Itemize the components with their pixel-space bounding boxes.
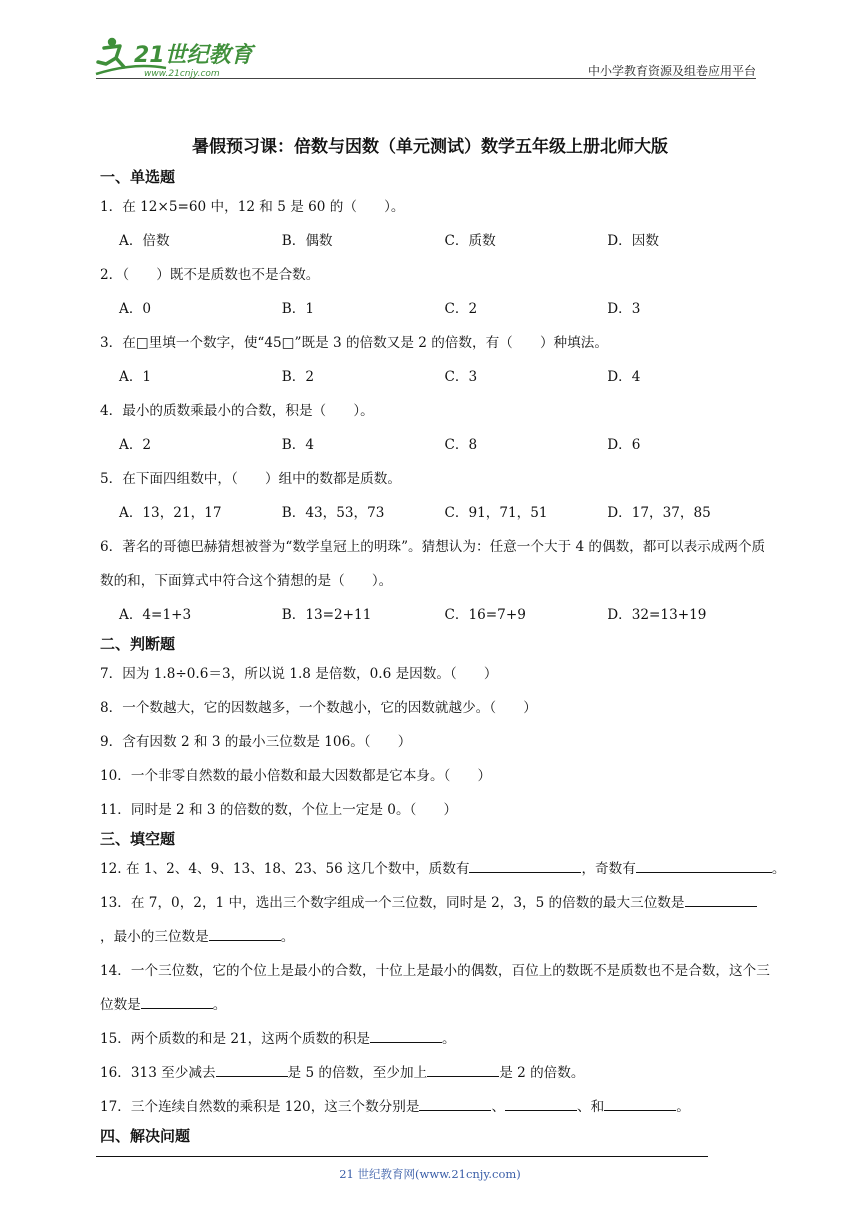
question-text: 12. 在 1、2、4、9、13、18、23、56 这几个数中，质数有 (100, 861, 470, 877)
section-heading: 三、填空题 (100, 830, 176, 848)
answer-blank[interactable] (141, 994, 213, 1009)
page-title: 暑假预习课：倍数与因数（单元测试）数学五年级上册北师大版 (192, 137, 668, 157)
section-heading: 二、判断题 (100, 635, 176, 653)
option-a: A．倍数 (119, 233, 170, 249)
question-13 (100, 886, 770, 954)
option-b: B．2 (281, 369, 314, 385)
option-d: D．17，37，85 (607, 505, 711, 521)
option-c: C．质数 (444, 233, 496, 249)
question-17 (100, 1090, 770, 1124)
question-12 (100, 852, 786, 886)
options-5 (100, 496, 770, 530)
question-text: 。 (280, 929, 295, 945)
option-b: B．偶数 (281, 233, 333, 249)
option-c: C．91，71，51 (444, 505, 548, 521)
question-text: 、 (491, 1099, 506, 1115)
answer-blank[interactable] (469, 858, 581, 873)
question-text: 。 (771, 861, 786, 877)
answer-blank[interactable] (370, 1028, 442, 1043)
option-c: C．3 (444, 369, 478, 385)
option-b: B．43，53，73 (281, 505, 385, 521)
question-text: 。 (442, 1031, 456, 1047)
section-heading: 四、解决问题 (100, 1127, 191, 1145)
question-text: 13．在 7，0，2，1 中，选出三个数字组成一个三位数，同时是 2，3，5 的倍数的最大三位数是 (100, 895, 685, 911)
section-heading: 一、单选题 (100, 168, 176, 186)
option-a: A．4=1+3 (119, 607, 192, 623)
options-6 (100, 598, 770, 632)
question-6: 6．著名的哥德巴赫猜想被誉为“数学皇冠上的明珠”。猜想认为：任意一个大于 4 的偶数，都可以表示成两个质数的和，下面算式中符合这个猜想的是（ ）。 (100, 539, 766, 589)
question-10: 10．一个非零自然数的最小倍数和最大因数都是它本身。（ ） (100, 768, 492, 784)
question-text: 是 2 的倍数。 (499, 1065, 585, 1081)
footer-divider (96, 1156, 708, 1157)
answer-blank[interactable] (685, 892, 757, 907)
question-text: 、和 (577, 1099, 605, 1115)
header-divider (96, 78, 756, 79)
answer-blank[interactable] (604, 1096, 676, 1111)
question-text: 15．两个质数的和是 21，这两个质数的积是 (100, 1031, 371, 1047)
footer-text: 21 世纪教育网(www.21cnjy.com) (339, 1167, 521, 1181)
question-text: 。 (212, 997, 227, 1013)
question-8: 8．一个数越大，它的因数越多，一个数越小，它的因数就越少。（ ） (100, 700, 537, 716)
question-text: 14．一个三位数，它的个位上是最小的合数，十位上是最小的偶数，百位上的数既不是质数也不是合数，这个三位数是 (100, 963, 770, 1013)
answer-blank[interactable] (216, 1062, 288, 1077)
option-b: B．1 (281, 301, 314, 317)
answer-blank[interactable] (636, 858, 772, 873)
options-1 (100, 224, 770, 258)
answer-blank[interactable] (209, 926, 281, 941)
logo-21cnjy (94, 34, 264, 80)
answer-blank[interactable] (505, 1096, 577, 1111)
question-11: 11．同时是 2 和 3 的倍数的数，个位上一定是 0。（ ） (100, 802, 458, 818)
option-d: D．6 (607, 437, 641, 453)
question-2: 2．（ ）既不是质数也不是合数。 (100, 267, 320, 283)
option-a: A．0 (119, 301, 152, 317)
answer-blank[interactable] (419, 1096, 491, 1111)
svg-text:www.21cnjy.com: www.21cnjy.com (144, 69, 220, 79)
question-15 (100, 1022, 770, 1056)
question-text: ，最小的三位数是 (100, 929, 209, 945)
question-text: 是 5 的倍数，至少加上 (287, 1065, 428, 1081)
question-content (100, 165, 786, 1149)
question-text: ，奇数有 (581, 861, 636, 877)
platform-name: 中小学教育资源及组卷应用平台 (587, 64, 756, 78)
question-16 (100, 1056, 770, 1090)
question-14 (100, 954, 770, 1022)
option-d: D．因数 (607, 233, 659, 249)
option-a: A．13，21，17 (119, 505, 222, 521)
question-5: 5．在下面四组数中，（ ）组中的数都是质数。 (100, 471, 401, 487)
option-c: C．16=7+9 (444, 607, 526, 623)
option-c: C．8 (444, 437, 478, 453)
question-4: 4．最小的质数乘最小的合数，积是（ ）。 (100, 403, 374, 419)
question-text: 17．三个连续自然数的乘积是 120，这三个数分别是 (100, 1099, 420, 1115)
option-b: B．13=2+11 (281, 607, 372, 623)
option-a: A．2 (119, 437, 152, 453)
svg-text:21世纪教育: 21世纪教育 (134, 43, 253, 68)
option-c: C．2 (444, 301, 478, 317)
options-3 (100, 360, 770, 394)
question-7: 7．因为 1.8÷0.6＝3，所以说 1.8 是倍数，0.6 是因数。（ ） (100, 666, 498, 682)
question-3: 3．在□里填一个数字，使“45□”既是 3 的倍数又是 2 的倍数，有（ ）种填法。 (100, 335, 608, 351)
question-text: 16．313 至少减去 (100, 1065, 216, 1081)
answer-blank[interactable] (427, 1062, 499, 1077)
question-9: 9．含有因数 2 和 3 的最小三位数是 106。（ ） (100, 734, 412, 750)
option-b: B．4 (281, 437, 314, 453)
option-d: D．4 (607, 369, 641, 385)
option-d: D．3 (607, 301, 641, 317)
question-1: 1．在 12×5=60 中，12 和 5 是 60 的（ ）。 (100, 199, 405, 215)
options-4 (100, 428, 770, 462)
option-a: A．1 (119, 369, 152, 385)
option-d: D．32=13+19 (607, 607, 707, 623)
options-2 (100, 292, 770, 326)
question-text: 。 (676, 1099, 690, 1115)
